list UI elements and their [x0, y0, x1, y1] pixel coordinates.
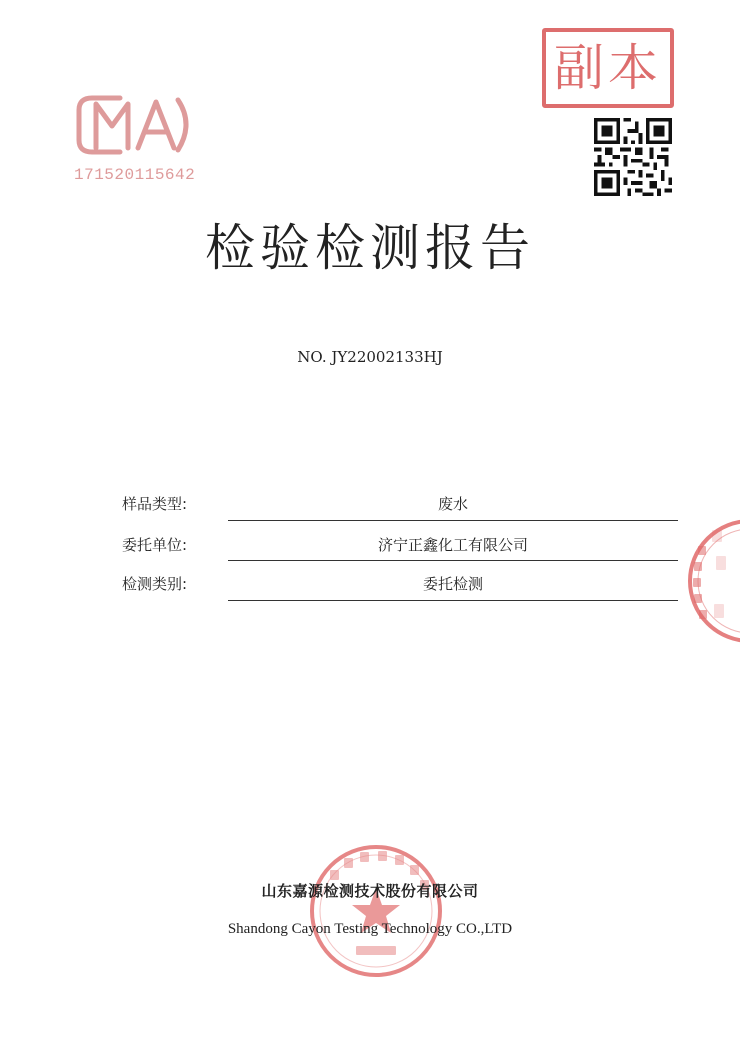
copy-stamp-text: 副本: [554, 39, 662, 97]
company-name-cn: 山东嘉源检测技术股份有限公司: [261, 882, 479, 900]
client-value: 济宁正鑫化工有限公司: [377, 536, 528, 554]
company-seal-icon: [300, 842, 452, 980]
cma-logo-icon: [74, 92, 199, 156]
client-underline: [228, 560, 678, 561]
client-label: 委托单位:: [122, 536, 188, 554]
cma-stamp: [74, 92, 204, 192]
copy-stamp: [542, 28, 674, 108]
sample-type-underline: [228, 520, 678, 521]
report-title: 检验检测报告: [205, 219, 535, 277]
qr-code: [594, 118, 672, 196]
company-name-en: Shandong Cayon Testing Technology CO.,LTD: [227, 921, 513, 937]
test-category-underline: [228, 600, 678, 601]
sample-type-label: 样品类型:: [122, 495, 188, 513]
sample-type-value: 废水: [437, 495, 468, 513]
test-category-value: 委托检测: [422, 575, 483, 593]
cma-number: 171520115642: [74, 166, 196, 184]
report-number: NO. JY22002133HJ: [297, 348, 443, 366]
edge-seal-icon: [682, 516, 740, 646]
test-category-label: 检测类别:: [122, 575, 188, 593]
